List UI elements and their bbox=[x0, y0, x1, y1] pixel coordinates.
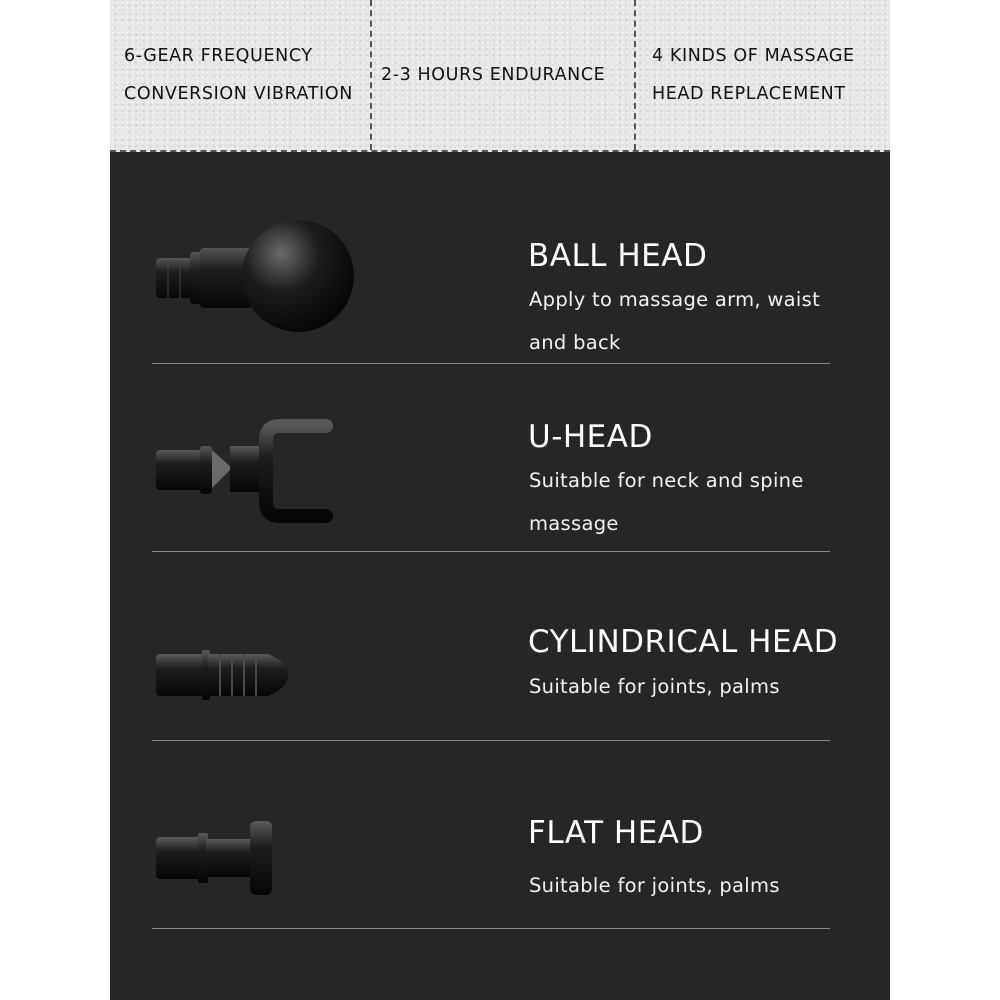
feature-heads-text: 4 KINDS OF MASSAGE HEAD REPLACEMENT bbox=[652, 46, 855, 104]
head-row-flat bbox=[110, 741, 890, 929]
head-title-cylindrical: CYLINDRICAL HEAD bbox=[528, 624, 839, 660]
cylindrical-head-icon bbox=[154, 648, 290, 702]
feature-endurance-text: 2-3 HOURS ENDURANCE bbox=[381, 65, 606, 85]
head-row-cylindrical bbox=[110, 552, 890, 741]
head-desc-flat: Suitable for joints, palms bbox=[529, 874, 780, 897]
product-panel bbox=[110, 0, 890, 1000]
flat-head-icon bbox=[154, 819, 278, 897]
u-head-icon bbox=[154, 416, 334, 528]
head-desc-cylindrical: Suitable for joints, palms bbox=[529, 675, 780, 698]
feature-frequency bbox=[110, 0, 372, 150]
feature-heads bbox=[636, 0, 890, 150]
ball-head-icon bbox=[154, 218, 360, 338]
head-row-ball bbox=[110, 152, 890, 364]
head-row-u bbox=[110, 364, 890, 552]
feature-strip bbox=[110, 0, 890, 152]
feature-frequency-text: 6-GEAR FREQUENCY CONVERSION VIBRATION bbox=[124, 46, 353, 104]
head-desc-u: Suitable for neck and spine massage bbox=[529, 469, 804, 535]
divider bbox=[152, 928, 830, 929]
feature-endurance bbox=[372, 0, 636, 150]
head-desc-ball: Apply to massage arm, waist and back bbox=[529, 288, 821, 354]
head-title-u: U-HEAD bbox=[528, 419, 653, 455]
head-title-flat: FLAT HEAD bbox=[528, 815, 704, 851]
head-title-ball: BALL HEAD bbox=[528, 238, 708, 274]
